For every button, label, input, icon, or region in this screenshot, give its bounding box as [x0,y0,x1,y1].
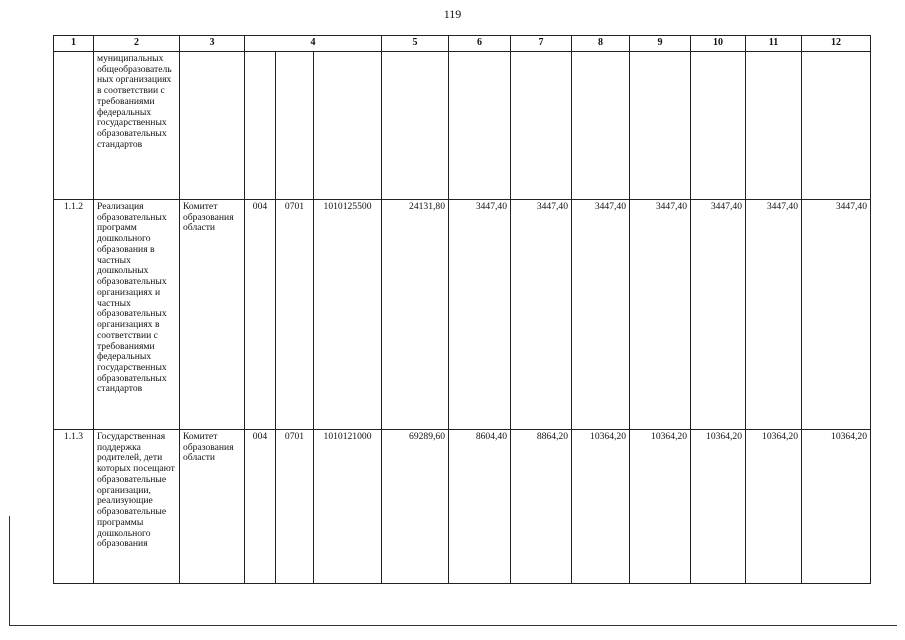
cell-v12 [802,52,871,200]
cell-v5: 24131,80 [382,200,449,430]
table-row [54,430,871,584]
header-col-11: 11 [746,36,802,52]
cell-num: 1.1.3 [54,430,94,584]
cell-v11: 3447,40 [746,200,802,430]
header-col-5: 5 [382,36,449,52]
header-col-1: 1 [54,36,94,52]
cell-v9: 3447,40 [630,200,691,430]
cell-num [54,52,94,200]
cell-v6: 8604,40 [449,430,511,584]
cell-executor: Комитет образования области [180,200,245,430]
header-col-2: 2 [94,36,180,52]
table-row [54,200,871,430]
header-col-9: 9 [630,36,691,52]
cell-v8: 3447,40 [572,200,630,430]
header-col-3: 3 [180,36,245,52]
cell-code2 [276,52,314,200]
header-col-8: 8 [572,36,630,52]
cell-v6: 3447,40 [449,200,511,430]
cell-v5 [382,52,449,200]
cell-v9 [630,52,691,200]
cell-code2: 0701 [276,200,314,430]
cell-code2: 0701 [276,430,314,584]
cell-v11 [746,52,802,200]
scan-edge-line-vertical [9,516,10,626]
cell-executor [180,52,245,200]
cell-v8: 10364,20 [572,430,630,584]
header-row [54,36,871,52]
header-col-4: 4 [245,36,382,52]
cell-v10 [691,52,746,200]
cell-name: Государственная поддержка родителей, дети которых посещают образовательные организации, реализующие образовательные программы дошкольного образования [94,430,180,584]
cell-num: 1.1.2 [54,200,94,430]
header-col-10: 10 [691,36,746,52]
cell-v10: 3447,40 [691,200,746,430]
cell-v10: 10364,20 [691,430,746,584]
page-number: 119 [443,7,462,21]
budget-table [53,35,871,584]
cell-v8 [572,52,630,200]
cell-code3 [314,52,382,200]
cell-code3: 1010121000 [314,430,382,584]
table-row-continued [54,52,871,200]
cell-v12: 10364,20 [802,430,871,584]
header-col-6: 6 [449,36,511,52]
cell-v9: 10364,20 [630,430,691,584]
header-col-7: 7 [511,36,572,52]
cell-executor: Комитет образования области [180,430,245,584]
cell-name: муниципальных общеобразовательных организациях в соответствии с требованиями федеральных государственных образовательных стандартов [94,52,180,200]
cell-v12: 3447,40 [802,200,871,430]
header-col-12: 12 [802,36,871,52]
cell-name: Реализация образовательных программ дошкольного образования в частных дошкольных образовательных организациях и частных образовательных организациях в соответствии с требованиями федеральных государственных образовательных стандартов [94,200,180,430]
cell-code1 [245,52,276,200]
cell-code1: 004 [245,430,276,584]
cell-v7 [511,52,572,200]
scan-edge-line-horizontal [9,625,897,626]
cell-v7: 3447,40 [511,200,572,430]
cell-v5: 69289,60 [382,430,449,584]
cell-v7: 8864,20 [511,430,572,584]
cell-code3: 1010125500 [314,200,382,430]
cell-v11: 10364,20 [746,430,802,584]
cell-code1: 004 [245,200,276,430]
cell-v6 [449,52,511,200]
